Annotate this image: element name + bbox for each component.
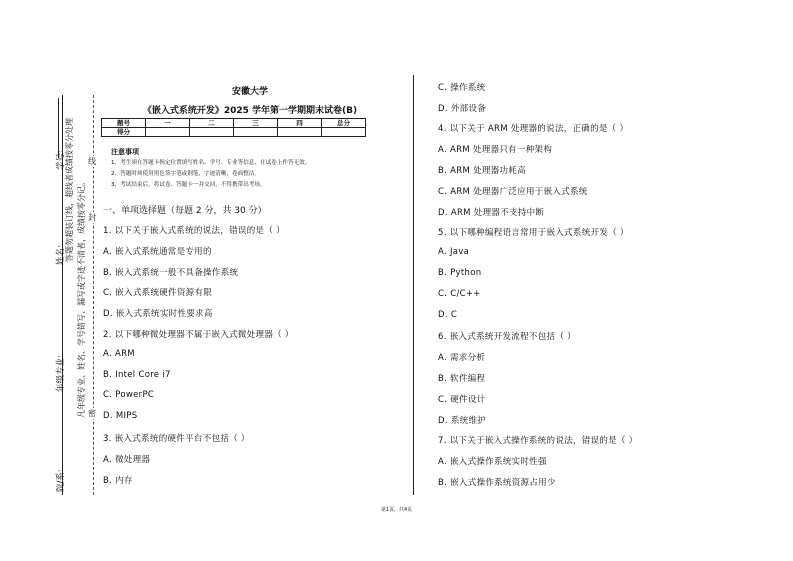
option-line: A. ARM — [103, 349, 135, 359]
option-line: A. 嵌入式操作系统实时性强 — [438, 457, 547, 467]
score-cell — [322, 128, 366, 137]
notice-title: 注意事项 — [111, 148, 139, 156]
option-line: B. Intel Core i7 — [103, 370, 171, 380]
notice-item: 3、考试结束后，将试卷、答题卡一并交回，不得携带出考场。 — [111, 182, 266, 188]
notice-item: 1、考生须在答题卡指定位置填写姓名、学号、专业等信息，在试卷上作答无效。 — [111, 160, 311, 166]
seal-mark-feng: 封 — [88, 213, 96, 222]
option-line: C. 嵌入式系统硬件资源有限 — [103, 288, 213, 298]
question-line: 6. 嵌入式系统开发流程不包括（ ） — [438, 332, 576, 342]
score-table-score-row — [102, 128, 366, 137]
option-line: A. 嵌入式系统通常是专用的 — [103, 247, 212, 257]
question-line: 3. 嵌入式系统的硬件平台不包括（ ） — [103, 434, 250, 444]
option-line: D. ARM 处理器不支持中断 — [438, 208, 545, 218]
major-label: 年级专业: — [56, 355, 66, 392]
option-line: C. PowerPC — [103, 390, 155, 400]
option-line: D. 系统维护 — [438, 416, 487, 426]
page-number: 第1页，共4页 — [380, 507, 413, 513]
option-line: A. 微处理器 — [103, 455, 151, 465]
option-line: C. 硬件设计 — [438, 395, 486, 405]
score-header-cell: 一 — [146, 119, 190, 128]
name-label: 姓名: — [56, 245, 66, 265]
question-line: 2. 以下哪种微处理器不属于嵌入式微处理器（ ） — [103, 330, 294, 340]
score-cell — [146, 128, 190, 137]
question-line: 5. 以下哪种编程语言常用于嵌入式系统开发（ ） — [438, 228, 629, 238]
option-line: A. ARM 处理器只有一种架构 — [438, 145, 553, 155]
seal-mark-xian: 线 — [88, 157, 96, 166]
college-label: 院/系: — [56, 469, 66, 492]
question-line: 4. 以下关于 ARM 处理器的说法，正确的是（ ） — [438, 124, 629, 134]
score-cell — [278, 128, 322, 137]
option-line: B. 嵌入式系统一般不具备操作系统 — [103, 268, 239, 278]
binding-line — [93, 95, 94, 495]
option-line: B. ARM 处理器功耗高 — [438, 166, 526, 176]
option-line: D. 嵌入式系统实时性要求高 — [103, 309, 213, 319]
score-row-label: 得分 — [102, 128, 146, 137]
score-cell — [234, 128, 278, 137]
column-divider — [413, 75, 414, 495]
option-line: B. Python — [438, 268, 482, 278]
score-header-cell: 四 — [278, 119, 322, 128]
option-line: B. 嵌入式操作系统资源占用少 — [438, 478, 556, 488]
warning-text-1: 答题勿超装订线，超线者成绩按零分处理 — [65, 118, 74, 262]
score-table-header-row — [102, 119, 366, 128]
score-table — [101, 118, 366, 137]
option-line: D. 外部设备 — [438, 104, 487, 114]
question-line: 7. 以下关于嵌入式操作系统的说法，错误的是（ ） — [438, 436, 638, 446]
section-heading: 一、单项选择题（每题 2 分，共 30 分） — [103, 206, 267, 216]
option-line: C. C/C++ — [438, 289, 481, 299]
student-id-label: 学号: — [56, 150, 66, 170]
option-line: C. ARM 处理器广泛应用于嵌入式系统 — [438, 187, 588, 197]
score-header-cell: 题号 — [102, 119, 146, 128]
option-line: D. MIPS — [103, 411, 138, 421]
option-line: C. 操作系统 — [438, 83, 486, 93]
score-header-cell: 总分 — [322, 119, 366, 128]
score-cell — [190, 128, 234, 137]
warning-text-2: 凡年级专业、姓名、学号错写、漏写或字迹不清者，成绩按零分记。 — [77, 178, 86, 418]
notice-item: 2、答题时须使用黑色签字笔或钢笔，字迹清晰，卷面整洁。 — [111, 171, 260, 177]
option-line: A. 需求分析 — [438, 353, 486, 363]
option-line: B. 内存 — [103, 476, 133, 486]
option-line: B. 软件编程 — [438, 374, 486, 384]
university-name: 安徽大学 — [231, 87, 268, 97]
score-header-cell: 二 — [190, 119, 234, 128]
option-line: D. C — [438, 310, 458, 320]
student-id-underline — [58, 98, 59, 158]
exam-title: 《嵌入式系统开发》2025 学年第一学期期末试卷(B) — [142, 106, 358, 116]
question-line: 1. 以下关于嵌入式系统的说法，错误的是（ ） — [103, 226, 285, 236]
score-header-cell: 三 — [234, 119, 278, 128]
option-line: A. Java — [438, 247, 470, 257]
seal-mark-mi: 密 — [88, 409, 96, 418]
